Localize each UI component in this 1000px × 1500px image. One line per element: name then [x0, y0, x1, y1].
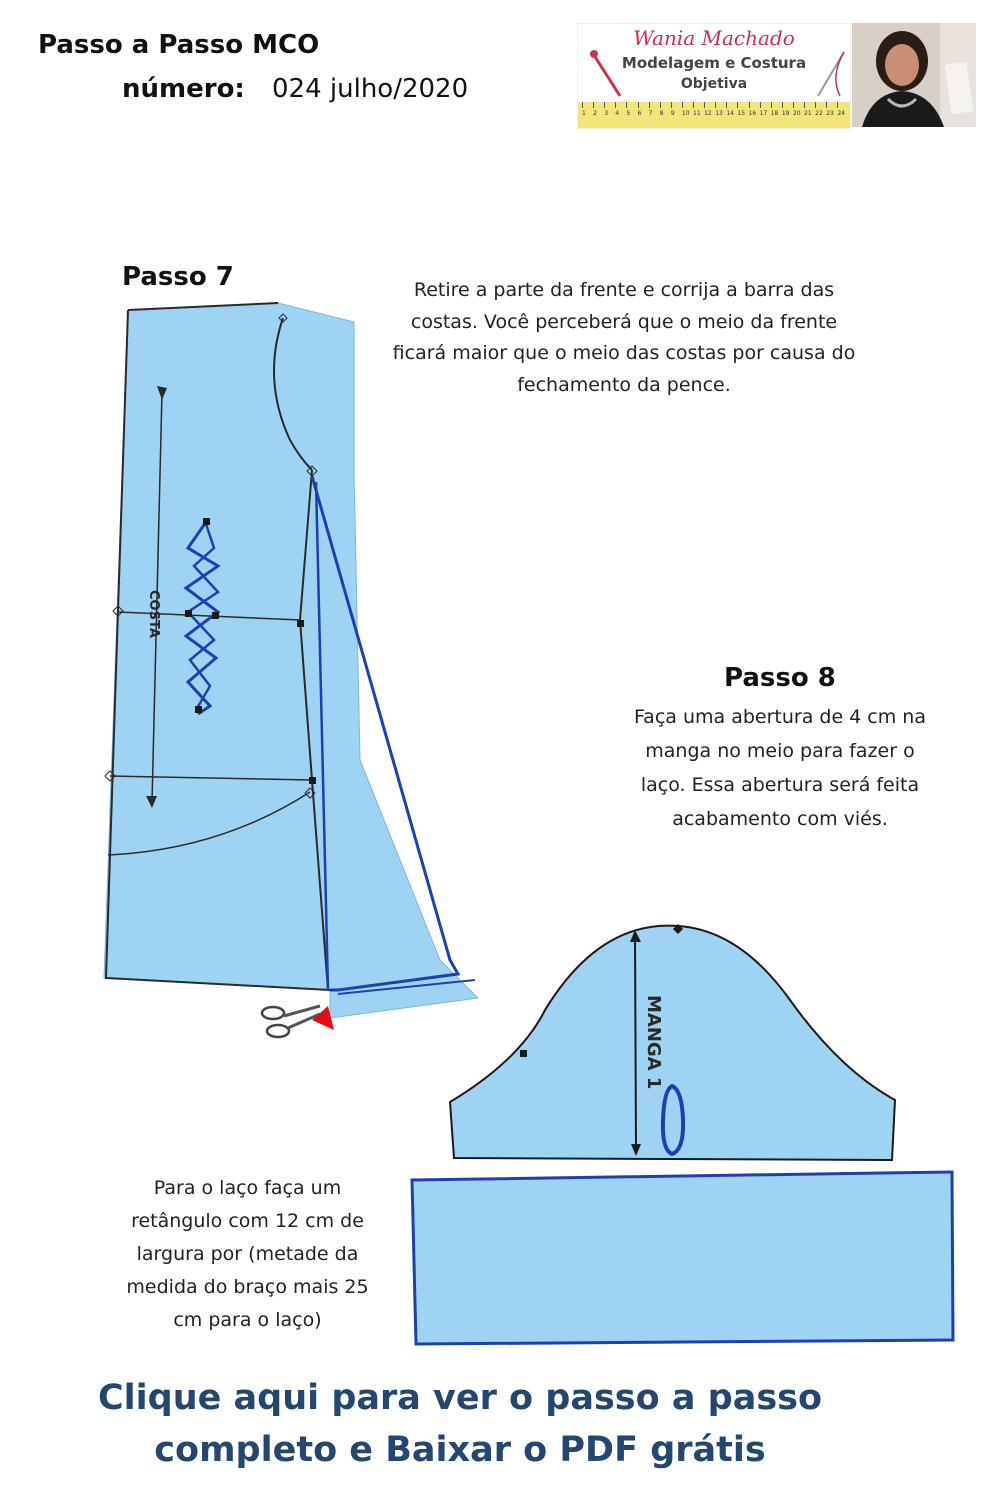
page-title: Passo a Passo MCO	[38, 30, 320, 60]
ruler-number: 20	[792, 110, 801, 117]
ruler-number: 19	[781, 110, 790, 117]
step7-title: Passo 7	[122, 262, 234, 292]
ruler-number: 22	[815, 110, 823, 117]
ruler-number: 10	[681, 110, 690, 117]
brand-subtitle-line1: Modelagem e Costura	[621, 54, 807, 72]
ruler-number: 15	[737, 110, 746, 117]
step8-description-line: laço. Essa abertura será feita	[640, 774, 920, 796]
step8-description-line: acabamento com viés.	[672, 808, 888, 830]
bow-description-line: largura por (metade da	[136, 1243, 359, 1265]
bow-description-line: retângulo com 12 cm de	[131, 1210, 364, 1232]
bow-description-line: medida do braço mais 25	[126, 1276, 369, 1298]
ruler-number: 17	[759, 110, 768, 117]
download-pdf-link[interactable]	[0, 1372, 920, 1476]
ruler-number: 4	[615, 110, 620, 117]
ruler-number: 21	[804, 110, 812, 117]
step8-title: Passo 8	[724, 663, 836, 693]
ruler-number: 1	[582, 110, 586, 117]
ruler-number: 18	[770, 110, 779, 117]
sleeve-piece	[450, 926, 895, 1160]
cta-line1[interactable]: Clique aqui para ver o passo a passo	[97, 1378, 823, 1418]
ruler-number: 24	[837, 110, 845, 117]
ruler-number: 12	[704, 110, 712, 117]
cta-line2[interactable]: completo e Baixar o PDF grátis	[154, 1430, 766, 1470]
ruler-number: 2	[593, 110, 597, 117]
issue-number-value: 024 julho/2020	[272, 74, 469, 104]
bow-description	[90, 1172, 405, 1337]
ruler-number: 11	[693, 110, 701, 117]
ruler-number: 7	[648, 110, 653, 117]
costa-label: COSTA	[146, 590, 161, 638]
step7-description-line: costas. Você perceberá que o meio da frente	[410, 310, 838, 333]
brand-subtitle-line2: Objetiva	[680, 76, 748, 92]
ruler-number: 6	[637, 110, 642, 117]
ruler-number: 23	[826, 110, 834, 117]
ruler-number: 3	[604, 110, 609, 117]
step7-description-line: ficará maior que o meio das costas por causa do	[392, 342, 856, 364]
ruler-number: 16	[748, 110, 757, 117]
manga-label: MANGA 1	[643, 995, 664, 1090]
ruler-number: 8	[659, 110, 664, 117]
bow-description-line: Para o laço faça um	[153, 1177, 342, 1199]
step8-description-line: manga no meio para fazer o	[645, 740, 915, 762]
ruler-number: 14	[726, 110, 734, 117]
step7-description-line: fechamento da pence.	[517, 373, 731, 396]
ruler-number: 5	[626, 110, 631, 117]
brand-name: Wania Machado	[633, 26, 795, 50]
step7-description-line: Retire a parte da frente e corrija a barra das	[413, 279, 835, 301]
step8-description-line: Faça uma abertura de 4 cm na	[634, 706, 926, 728]
ruler-number: 13	[715, 110, 723, 117]
issue-number-label: número:	[122, 74, 245, 104]
bow-rectangle-piece	[412, 1172, 953, 1344]
bow-description-line: cm para o laço)	[173, 1309, 322, 1331]
ruler-number: 9	[670, 110, 675, 117]
